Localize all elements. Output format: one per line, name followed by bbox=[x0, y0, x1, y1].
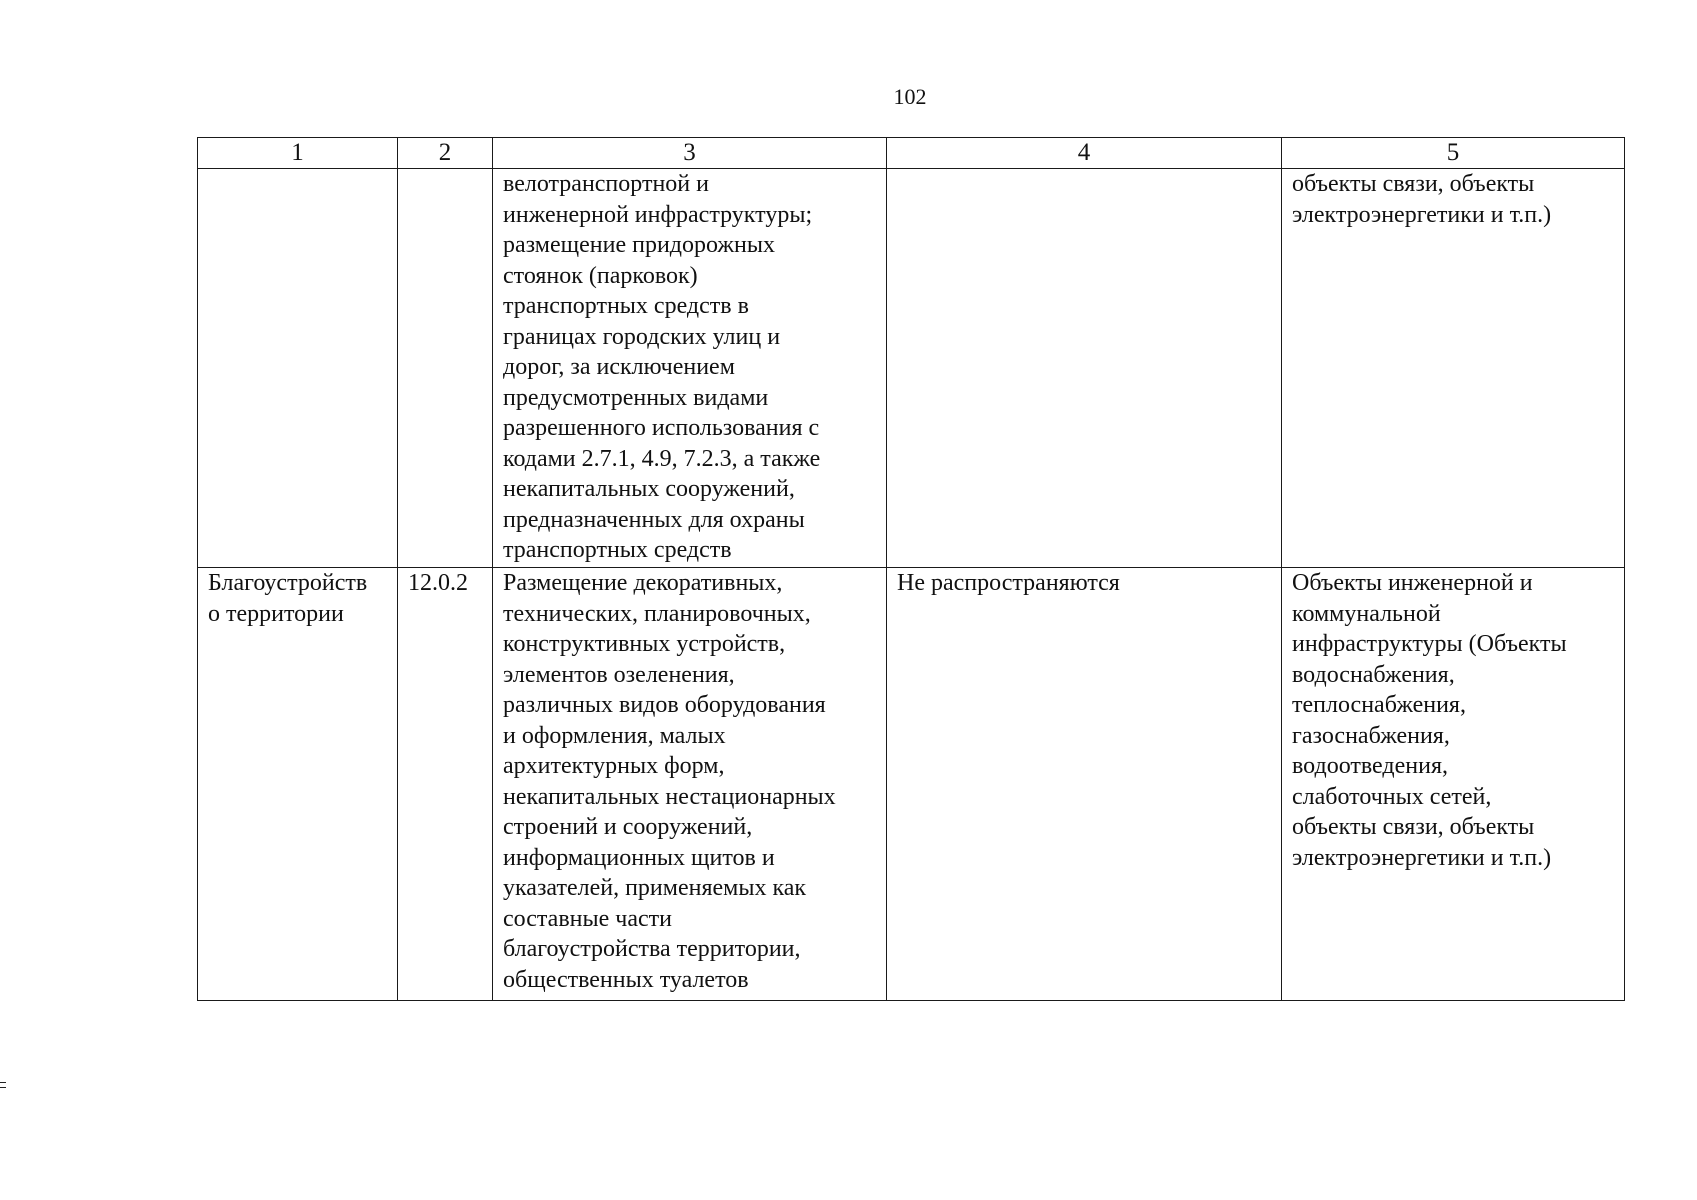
scan-edge-mark bbox=[0, 1082, 6, 1088]
use-description-cell: Размещение декоративных, технических, планировочных, конструктивных устройств, элементов озеленения, различных видов оборудования и оформления, малых архитектурных форм, некапитальных нестационарных строений и сооружений, информационных щитов и указателей, применяемых как составные части благоустройства территории, общественных туалетов bbox=[493, 568, 887, 1001]
page-number: 102 bbox=[893, 84, 927, 109]
column-header-5: 5 bbox=[1282, 138, 1625, 169]
table-header-row bbox=[198, 138, 1625, 169]
use-objects-cell: объекты связи, объекты электроэнергетики и т.п.) bbox=[1282, 169, 1625, 568]
use-name-cell: Благоустройств о территории bbox=[198, 568, 398, 1001]
table-row bbox=[198, 169, 1625, 568]
use-code-cell: 12.0.2 bbox=[398, 568, 493, 1001]
column-header-3: 3 bbox=[493, 138, 887, 169]
use-description-cell: велотранспортной и инженерной инфраструктуры; размещение придорожных стоянок (парковок) транспортных средств в границах городских улиц и дорог, за исключением предусмотренных видами разрешенного использования с кодами 2.7.1, 4.9, 7.2.3, а также некапитальных сооружений, предназначенных для охраны транспортных средств bbox=[493, 169, 887, 568]
use-code-cell bbox=[398, 169, 493, 568]
column-header-4: 4 bbox=[887, 138, 1282, 169]
column-header-1: 1 bbox=[198, 138, 398, 169]
use-name-cell bbox=[198, 169, 398, 568]
use-parameters-cell bbox=[887, 169, 1282, 568]
use-objects-cell: Объекты инженерной и коммунальной инфраструктуры (Объекты водоснабжения, теплоснабжения, газоснабжения, водоотведения, слаботочных сетей, объекты связи, объекты электроэнергетики и т.п.) bbox=[1282, 568, 1625, 1001]
use-parameters-cell: Не распространяются bbox=[887, 568, 1282, 1001]
column-header-2: 2 bbox=[398, 138, 493, 169]
table-row bbox=[198, 568, 1625, 1001]
regulations-table bbox=[197, 137, 1625, 1001]
